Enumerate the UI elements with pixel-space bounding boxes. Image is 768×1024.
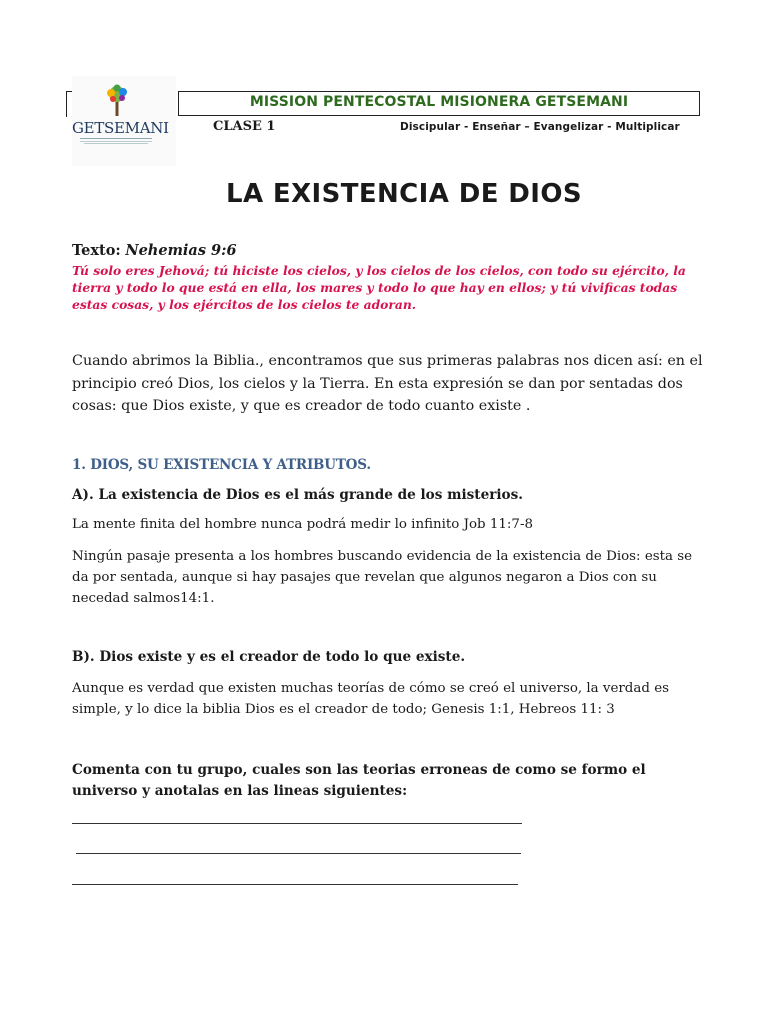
logo-tagline-decor bbox=[80, 138, 152, 142]
section-heading: 1. DIOS, SU EXISTENCIA Y ATRIBUTOS. bbox=[72, 457, 371, 473]
answer-line-1[interactable] bbox=[72, 823, 522, 824]
getsemani-logo bbox=[72, 76, 176, 166]
scripture-reference-line bbox=[72, 242, 704, 259]
subheading-b: B). Dios existe y es el creador de todo lo que existe. bbox=[72, 649, 466, 665]
page-title: LA EXISTENCIA DE DIOS bbox=[225, 179, 582, 209]
scripture-label: Texto: bbox=[72, 242, 121, 259]
subheading-a: A). La existencia de Dios es el más grande de los misterios. bbox=[72, 487, 524, 503]
intro-paragraph: Cuando abrimos la Biblia., encontramos que sus primeras palabras nos dicen así: en el principio creó Dios, los cielos y la Tierra. En esta expresión se dan por sentadas dos cosas: que Dios existe, y que es creador de todo cuanto existe . bbox=[72, 353, 703, 414]
paragraph-b1: Aunque es verdad que existen muchas teorías de cómo se creó el universo, la verdad es simple, y lo dice la biblia Dios es el creador de todo; Genesis 1:1, Hebreos 11: 3 bbox=[72, 681, 669, 717]
class-label: CLASE 1 bbox=[213, 119, 276, 134]
scripture-verse: Tú solo eres Jehová; tú hiciste los cielos, y los cielos de los cielos, con todo su ejército, la tierra y todo lo que está en ella, los mares y todo lo que hay en ellos; y tú vivificas todas estas cosas, y los ejércitos de los cielos te adoran. bbox=[72, 263, 686, 312]
logo-wordmark: GETSEMANI bbox=[72, 119, 169, 137]
answer-line-2[interactable] bbox=[76, 853, 521, 854]
paragraph-a2: Ningún pasaje presenta a los hombres buscando evidencia de la existencia de Dios: esta se da por sentada, aunque si hay pasajes que revelan que algunos negaron a Dios con su necedad salmos14:1. bbox=[72, 549, 693, 606]
activity-prompt: Comenta con tu grupo, cuales son las teorias erroneas de como se formo el universo y anotalas en las lineas siguientes: bbox=[72, 762, 646, 799]
scripture-reference: Nehemias 9:6 bbox=[125, 242, 237, 259]
answer-line-3[interactable] bbox=[72, 884, 518, 885]
organization-name: MISSION PENTECOSTAL MISIONERA GETSEMANI bbox=[249, 94, 629, 110]
paragraph-a1: La mente finita del hombre nunca podrá medir lo infinito Job 11:7-8 bbox=[72, 517, 533, 532]
motto: Discipular - Enseñar – Evangelizar - Multiplicar bbox=[400, 121, 680, 133]
tree-icon bbox=[105, 84, 129, 118]
logo-tagline-decor-2 bbox=[84, 143, 148, 145]
